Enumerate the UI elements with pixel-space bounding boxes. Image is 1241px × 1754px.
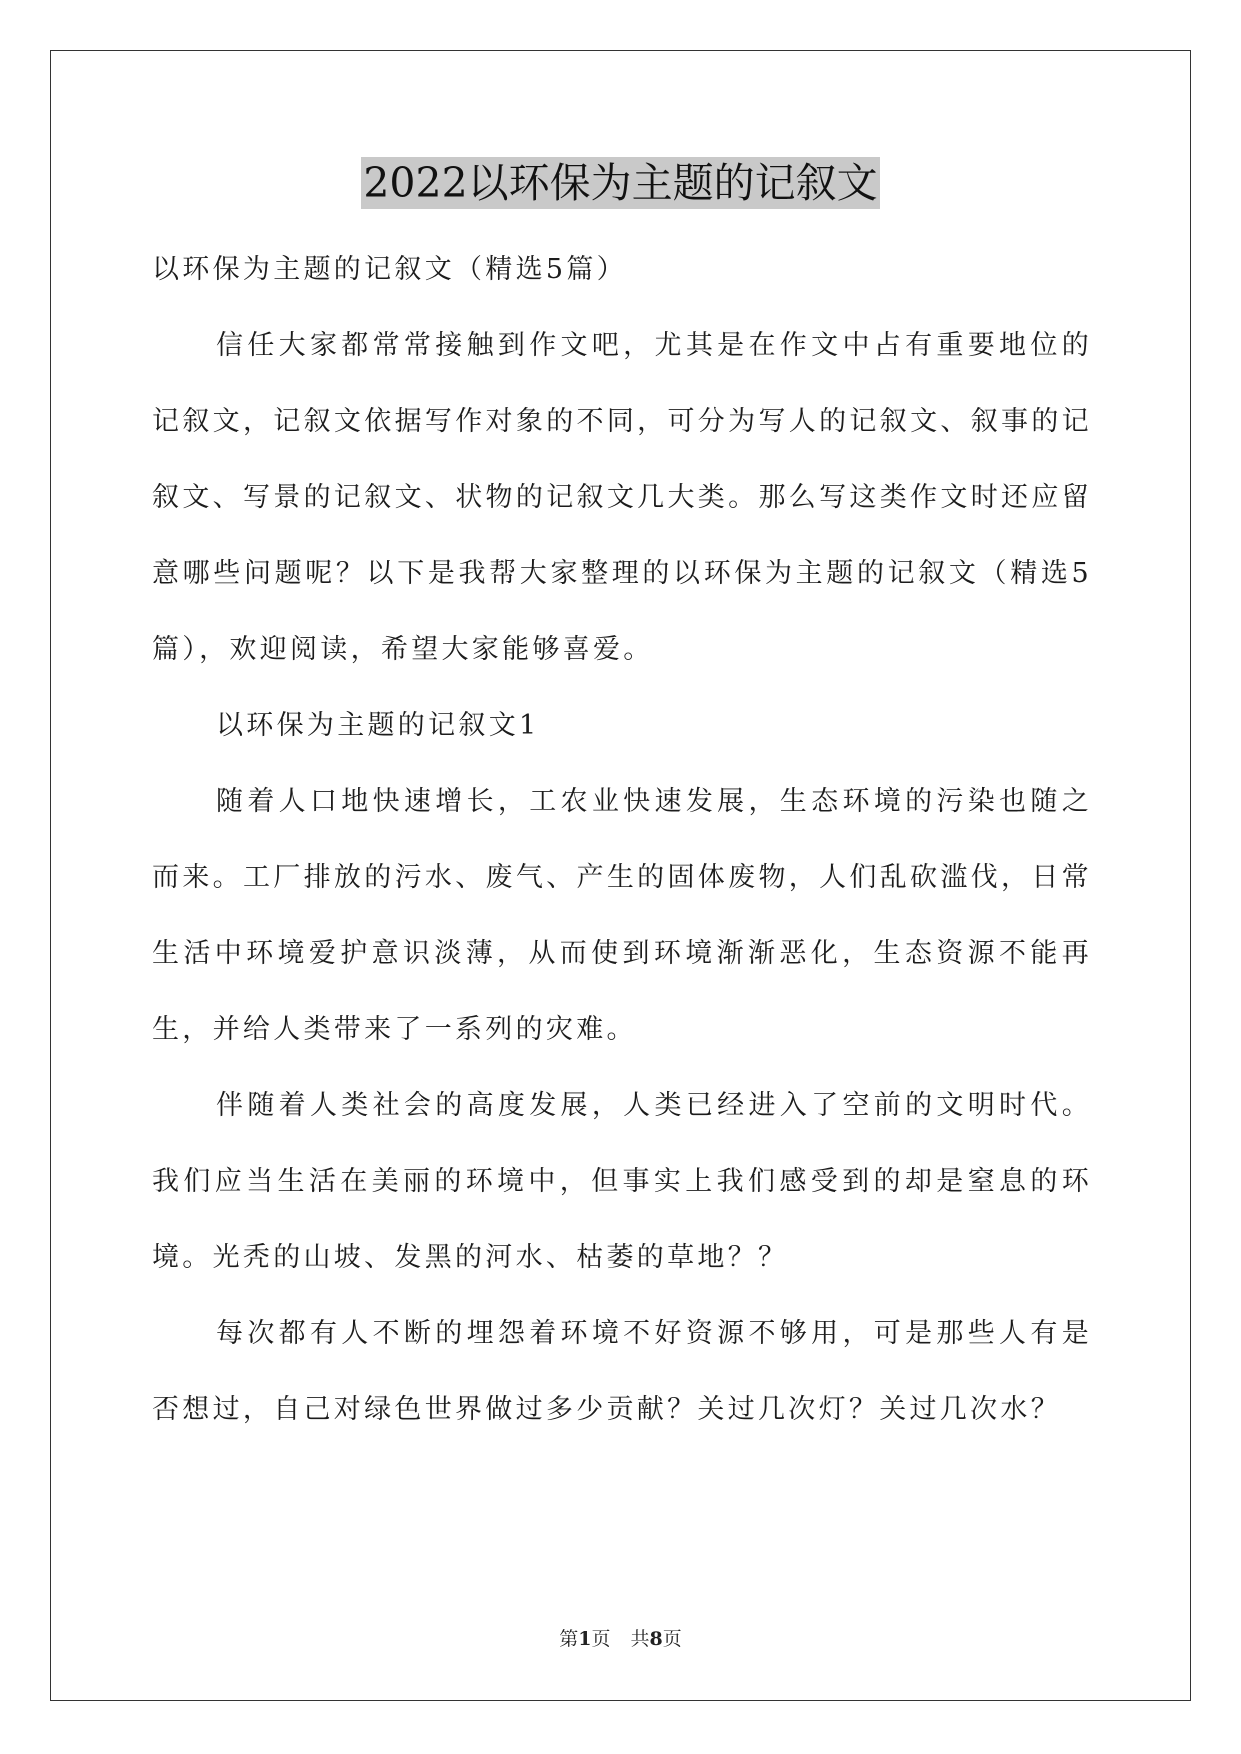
paragraph-body-2: 伴随着人类社会的高度发展，人类已经进入了空前的文明时代。我们应当生活在美丽的环境中，但事实上我们感受到的却是窒息的环境。光秃的山坡、发黑的河水、枯萎的草地？？ bbox=[152, 1090, 1092, 1273]
page-prefix: 第 bbox=[559, 1628, 579, 1650]
document-body bbox=[152, 232, 1092, 1448]
document-title: 2022以环保为主题的记叙文 bbox=[363, 159, 878, 207]
paragraph-body-1: 随着人口地快速增长，工农业快速发展，生态环境的污染也随之而来。工厂排放的污水、废气、产生的固体废物，人们乱砍滥伐，日常生活中环境爱护意识淡薄，从而使到环境渐渐恶化，生态资源不能再生，并给人类带来了一系列的灾难。 bbox=[152, 786, 1092, 1045]
paragraph-body-3: 每次都有人不断的埋怨着环境不好资源不够用，可是那些人有是否想过，自己对绿色世界做过多少贡献？关过几次灯？关过几次水？ bbox=[152, 1318, 1092, 1425]
page-label: 页 bbox=[591, 1628, 611, 1650]
page-current: 1 bbox=[578, 1628, 592, 1650]
section-heading: 以环保为主题的记叙文1 bbox=[216, 710, 540, 741]
total-label: 页 bbox=[662, 1628, 682, 1650]
title-container bbox=[0, 157, 1241, 209]
page-footer bbox=[0, 1624, 1241, 1651]
total-prefix: 共 bbox=[630, 1628, 650, 1650]
document-subtitle: 以环保为主题的记叙文（精选5篇） bbox=[152, 254, 627, 285]
paragraph-intro: 信任大家都常常接触到作文吧，尤其是在作文中占有重要地位的记叙文，记叙文依据写作对象的不同，可分为写人的记叙文、叙事的记叙文、写景的记叙文、状物的记叙文几大类。那么写这类作文时还应留意哪些问题呢？以下是我帮大家整理的以环保为主题的记叙文（精选5篇），欢迎阅读，希望大家能够喜爱。 bbox=[152, 330, 1092, 665]
page-total: 8 bbox=[649, 1628, 663, 1650]
